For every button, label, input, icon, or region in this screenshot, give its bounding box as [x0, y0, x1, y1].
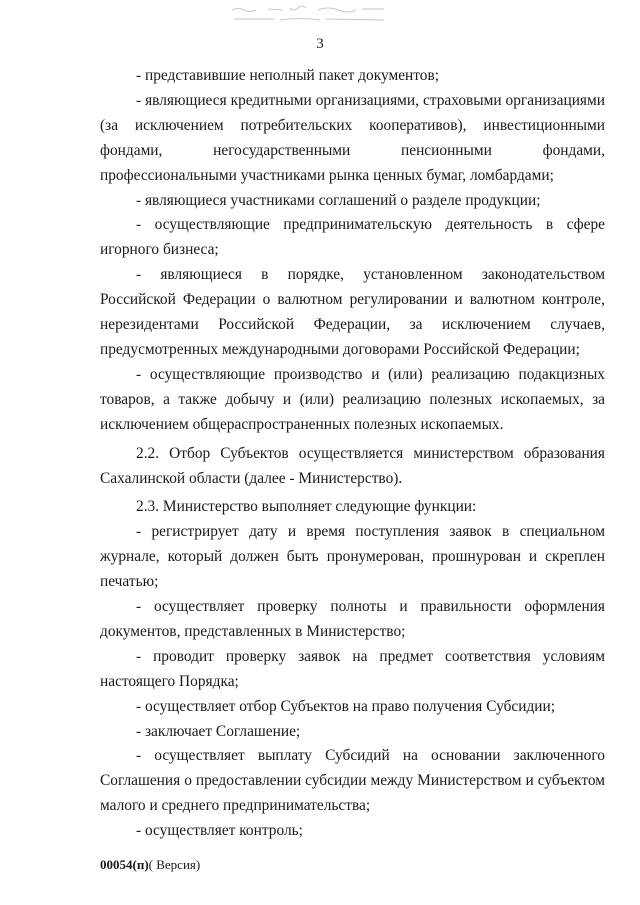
paragraph: - осуществляет отбор Субъектов на право получения Субсидии; — [136, 697, 556, 715]
paragraph: - являющиеся участниками соглашений о разделе продукции; — [136, 191, 541, 209]
paragraph: 2.3. Министерство выполняет следующие функции: — [136, 498, 477, 516]
paragraph: - регистрирует дату и время поступления заявок в специальном журнале, который должен быть пронумерован, прошнурован и скреплен печатью; — [100, 523, 605, 591]
page-number: 3 — [316, 36, 324, 52]
stamp-smudge — [228, 4, 398, 24]
paragraph: 2.2. Отбор Субъектов осуществляется министерством образования Сахалинской области (далее - Министерство). — [100, 444, 605, 487]
paragraph: - осуществляющие предпринимательскую деятельность в сфере игорного бизнеса; — [100, 216, 605, 259]
footer — [100, 857, 200, 873]
paragraph: - являющиеся в порядке, установленном законодательством Российской Федерации о валютном регулировании и валютном контроле, нерезидентами Российской Федерации, за исключением случаев, предусмотренных международными договорами Российской Федерации; — [100, 266, 605, 358]
paragraph: - осуществляет контроль; — [136, 822, 303, 840]
paragraph: - осуществляет проверку полноты и правильности оформления документов, представленных в Министерство; — [100, 598, 605, 640]
paragraph: - заключает Соглашение; — [136, 722, 301, 740]
paragraph: - представившие неполный пакет документов; — [136, 67, 440, 84]
paragraph: - осуществляющие производство и (или) реализацию подакцизных товаров, а также добычу и (или) реализацию полезных ископаемых, за исключением общераспространенных полезных ископаемых. — [100, 365, 605, 433]
footer-label: ( Версия) — [148, 857, 201, 872]
paragraph: - проводит проверку заявок на предмет соответствия условиям настоящего Порядка; — [100, 647, 605, 690]
paragraph: - осуществляет выплату Субсидий на основании заключенного Соглашения о предоставлении субсидии между Министерством и субъектом малого и среднего предпринимательства; — [100, 747, 605, 815]
footer-code: 00054(п) — [100, 857, 149, 872]
paragraph: - являющиеся кредитными организациями, страховыми организациями (за исключением потребительских кооперативов), инвестиционными фондами, негосударственными пенсионными фондами, профессиональными участниками рынка ценных бумаг, ломбардами; — [100, 91, 605, 184]
document-body — [100, 64, 605, 844]
